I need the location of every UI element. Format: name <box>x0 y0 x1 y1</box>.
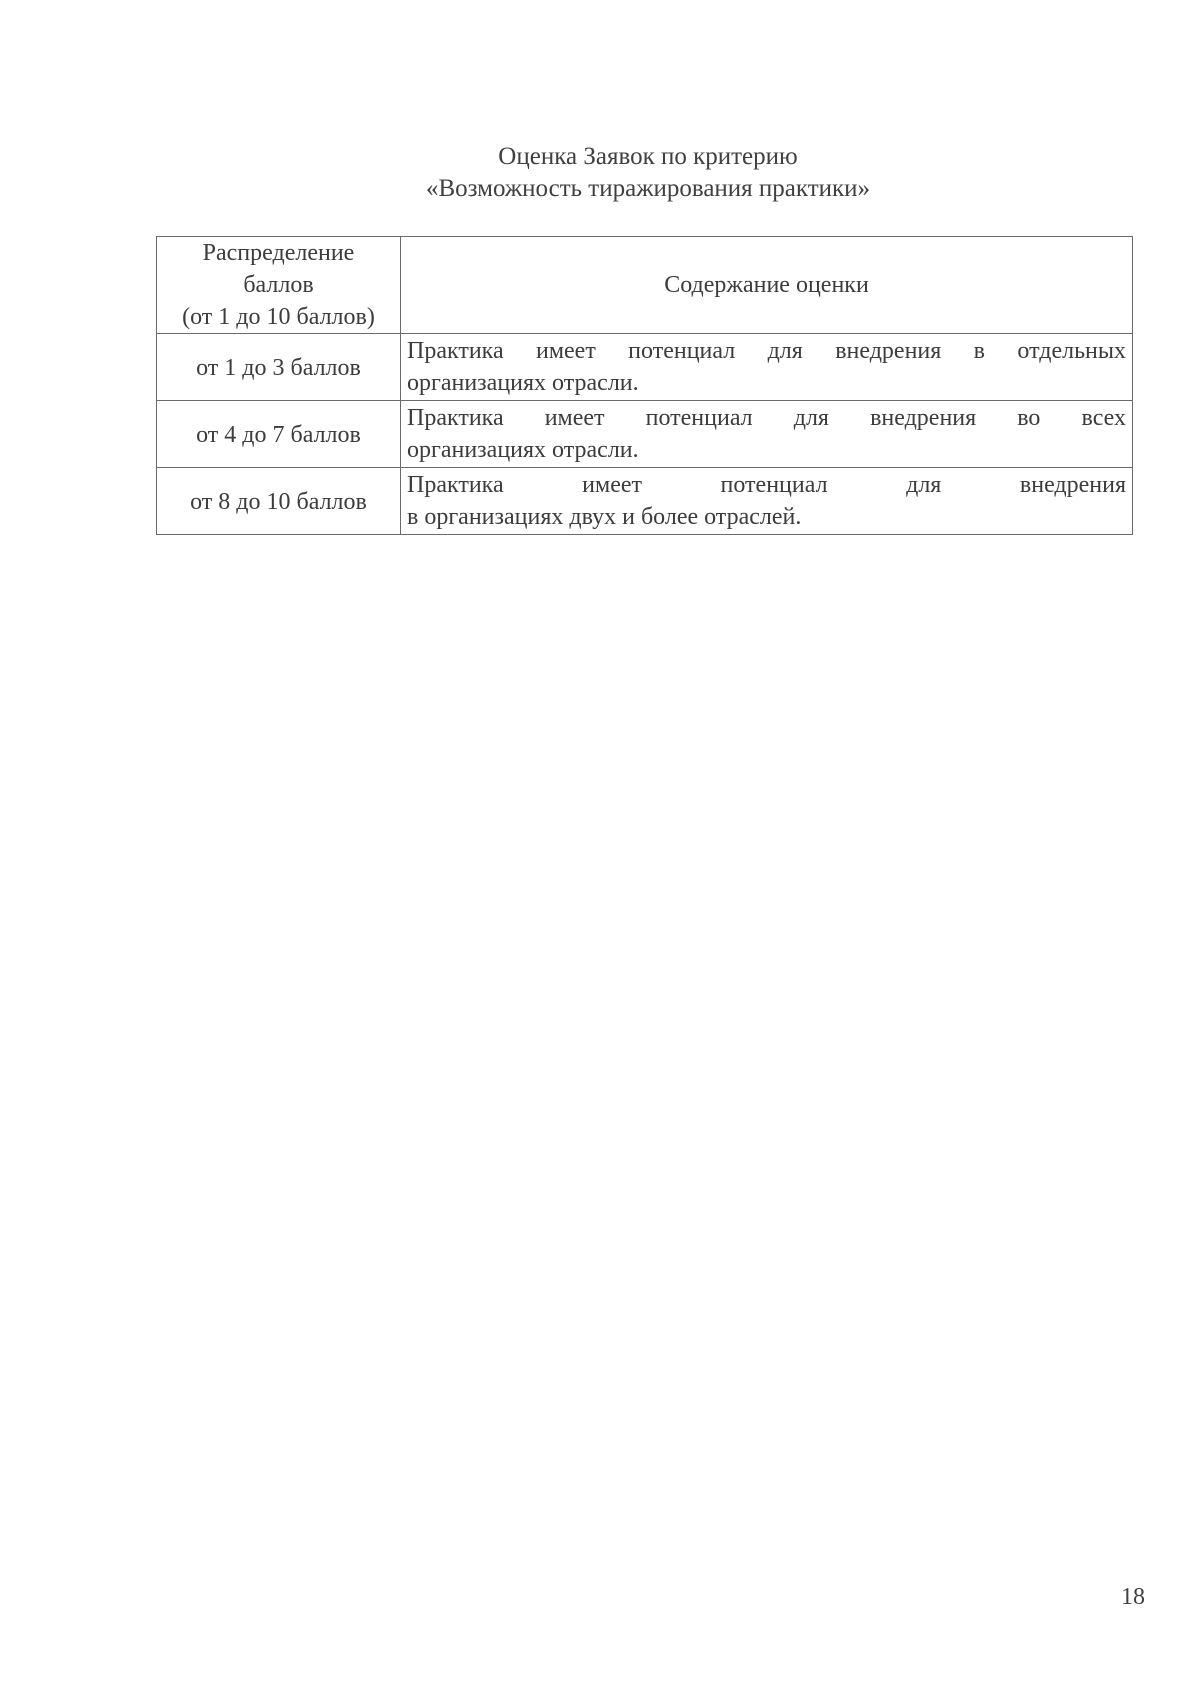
document-title-line-2: «Возможность тиражирования практики» <box>425 175 871 202</box>
description-cell <box>401 334 1133 401</box>
description-line: организациях отрасли. <box>407 370 639 396</box>
table-row <box>157 401 1133 468</box>
description-line: Практика имеет потенциал для внедрения <box>407 472 1126 498</box>
description-cell <box>401 468 1133 535</box>
document-title-line-1: Оценка Заявок по критерию <box>498 143 798 170</box>
description-cell <box>401 401 1133 468</box>
description-line: Практика имеет потенциал для внедрения во всех <box>407 405 1126 431</box>
header-cell-score-distribution <box>157 237 401 334</box>
description-line: организациях отрасли. <box>407 437 639 463</box>
page-number: 18 <box>1121 1584 1145 1610</box>
header-cell-content: Содержание оценки <box>401 237 1133 334</box>
header-score-line-2: баллов <box>243 272 314 298</box>
criteria-table <box>156 236 1133 535</box>
table-row <box>157 468 1133 535</box>
score-range-cell: от 8 до 10 баллов <box>157 468 401 535</box>
description-line: Практика имеет потенциал для внедрения в отдельных <box>407 338 1126 364</box>
header-score-line-1: Распределение <box>202 240 355 266</box>
table-header-row <box>157 237 1133 334</box>
score-range-cell: от 1 до 3 баллов <box>157 334 401 401</box>
description-line: в организациях двух и более отраслей. <box>407 504 802 530</box>
header-score-line-3: (от 1 до 10 баллов) <box>182 304 375 330</box>
score-range-cell: от 4 до 7 баллов <box>157 401 401 468</box>
table-row <box>157 334 1133 401</box>
